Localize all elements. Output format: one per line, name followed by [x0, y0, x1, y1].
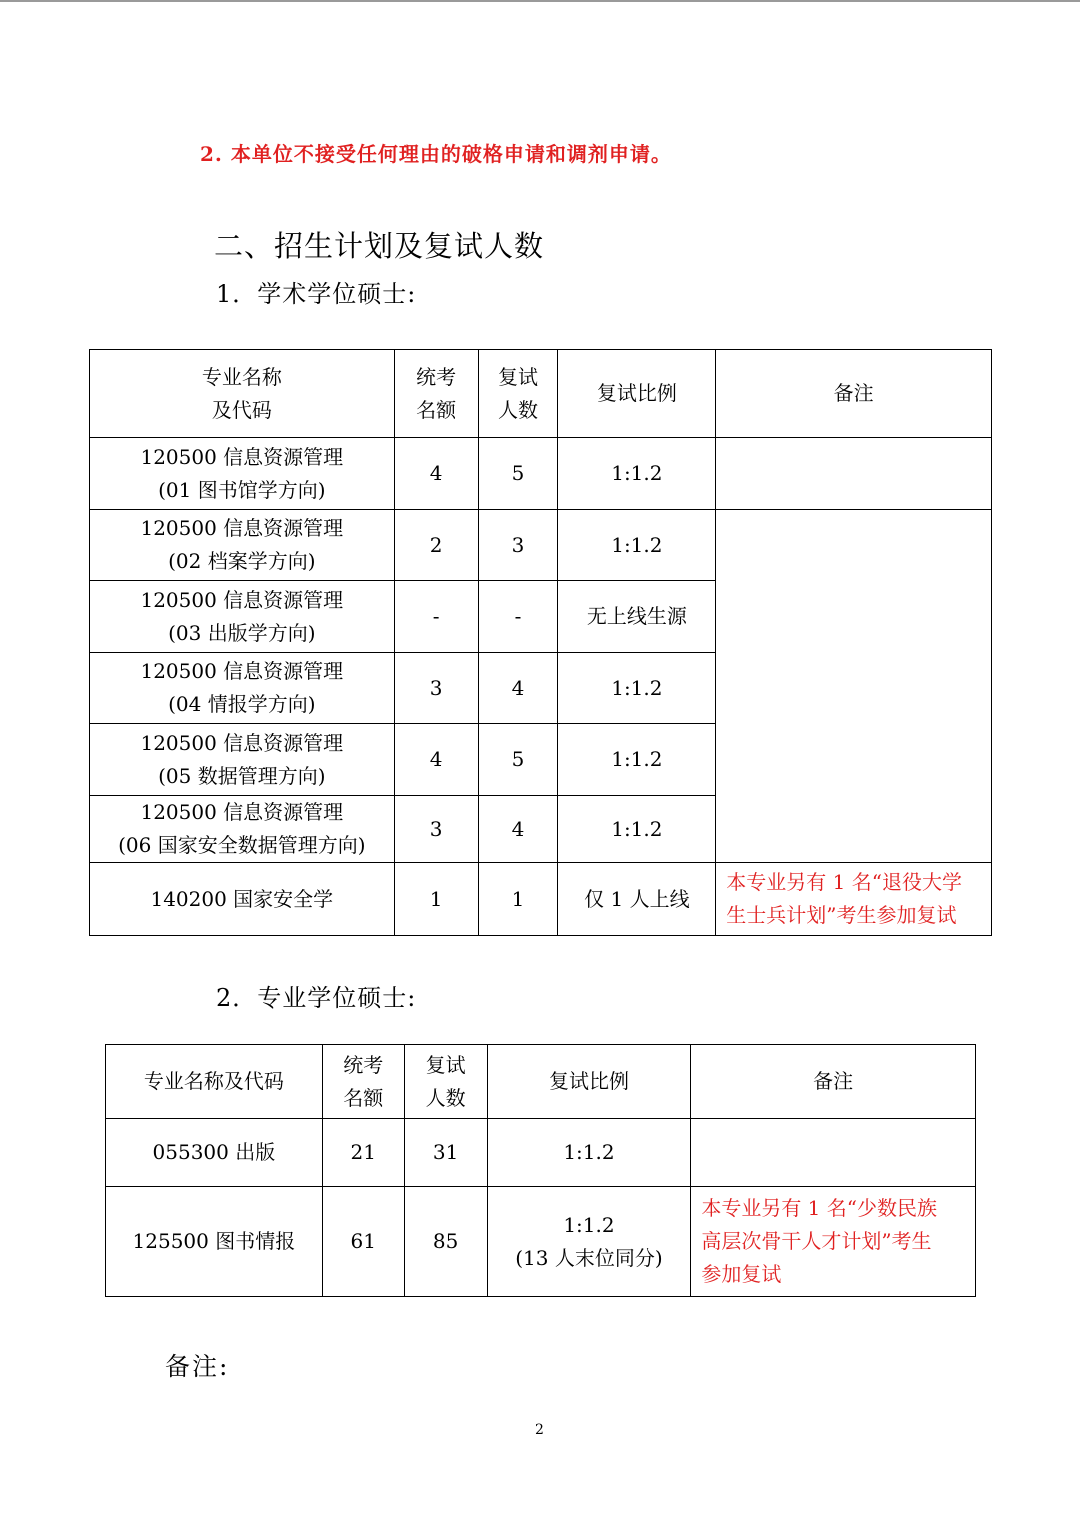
page-number: 2: [535, 1422, 544, 1438]
quota-cell: 3: [394, 653, 478, 724]
remark-cell: [691, 1119, 976, 1187]
quota-cell: 2: [394, 510, 478, 581]
remark-cell: [716, 438, 992, 510]
table-row: [90, 438, 992, 510]
ratio-cell: 1:1.2: [558, 510, 716, 581]
quota-cell: 61: [322, 1187, 404, 1297]
quota-cell: 4: [394, 724, 478, 796]
major-cell: 120500 信息资源管理 (01 图书馆学方向): [90, 438, 395, 510]
table-row: [106, 1187, 976, 1297]
quota-cell: 1: [394, 863, 478, 936]
retest-cell: 85: [404, 1187, 487, 1297]
retest-cell: -: [478, 581, 558, 653]
table-header-row: [90, 350, 992, 438]
header-remarks: 备注: [691, 1045, 976, 1119]
quota-cell: -: [394, 581, 478, 653]
quota-cell: 21: [322, 1119, 404, 1187]
ratio-cell: 仅 1 人上线: [558, 863, 716, 936]
header-retest: 复试 人数: [404, 1045, 487, 1119]
retest-cell: 4: [478, 796, 558, 863]
ratio-cell: 1:1.2: [558, 653, 716, 724]
header-major: 专业名称 及代码: [90, 350, 395, 438]
retest-cell: 4: [478, 653, 558, 724]
major-cell: 120500 信息资源管理 (04 情报学方向): [90, 653, 395, 724]
remark-merged-cell: [716, 510, 992, 863]
ratio-cell: 1:1.2: [487, 1119, 691, 1187]
header-retest: 复试 人数: [478, 350, 558, 438]
table-row: [106, 1119, 976, 1187]
academic-subtitle: 1．学术学位硕士:: [216, 280, 417, 308]
header-ratio: 复试比例: [558, 350, 716, 438]
quota-cell: 3: [394, 796, 478, 863]
table-row: [90, 510, 992, 581]
section-title: 二、招生计划及复试人数: [214, 229, 545, 263]
remark-cell: 本专业另有 1 名“退役大学 生士兵计划”考生参加复试: [716, 863, 992, 936]
retest-cell: 3: [478, 510, 558, 581]
major-cell: 055300 出版: [106, 1119, 323, 1187]
top-border-line: [0, 0, 1080, 2]
retest-cell: 5: [478, 724, 558, 796]
footer-note-label: 备注:: [165, 1352, 230, 1381]
major-cell: 125500 图书情报: [106, 1187, 323, 1297]
ratio-cell: 1:1.2: [558, 438, 716, 510]
professional-degree-table: [105, 1044, 976, 1297]
table-header-row: [106, 1045, 976, 1119]
major-cell: 140200 国家安全学: [90, 863, 395, 936]
header-quota: 统考 名额: [394, 350, 478, 438]
academic-degree-table: [89, 349, 992, 936]
header-major: 专业名称及代码: [106, 1045, 323, 1119]
retest-cell: 1: [478, 863, 558, 936]
notice-text: 2. 本单位不接受任何理由的破格申请和调剂申请。: [200, 142, 672, 166]
retest-cell: 5: [478, 438, 558, 510]
table-row: [90, 863, 992, 936]
major-cell: 120500 信息资源管理 (06 国家安全数据管理方向): [90, 796, 395, 863]
remark-cell: 本专业另有 1 名“少数民族 高层次骨干人才计划”考生 参加复试: [691, 1187, 976, 1297]
professional-subtitle: 2．专业学位硕士:: [216, 984, 417, 1012]
header-quota: 统考 名额: [322, 1045, 404, 1119]
major-cell: 120500 信息资源管理 (03 出版学方向): [90, 581, 395, 653]
ratio-cell: 1:1.2 (13 人末位同分): [487, 1187, 691, 1297]
major-cell: 120500 信息资源管理 (02 档案学方向): [90, 510, 395, 581]
retest-cell: 31: [404, 1119, 487, 1187]
major-cell: 120500 信息资源管理 (05 数据管理方向): [90, 724, 395, 796]
quota-cell: 4: [394, 438, 478, 510]
ratio-cell: 无上线生源: [558, 581, 716, 653]
header-ratio: 复试比例: [487, 1045, 691, 1119]
ratio-cell: 1:1.2: [558, 724, 716, 796]
header-remarks: 备注: [716, 350, 992, 438]
ratio-cell: 1:1.2: [558, 796, 716, 863]
